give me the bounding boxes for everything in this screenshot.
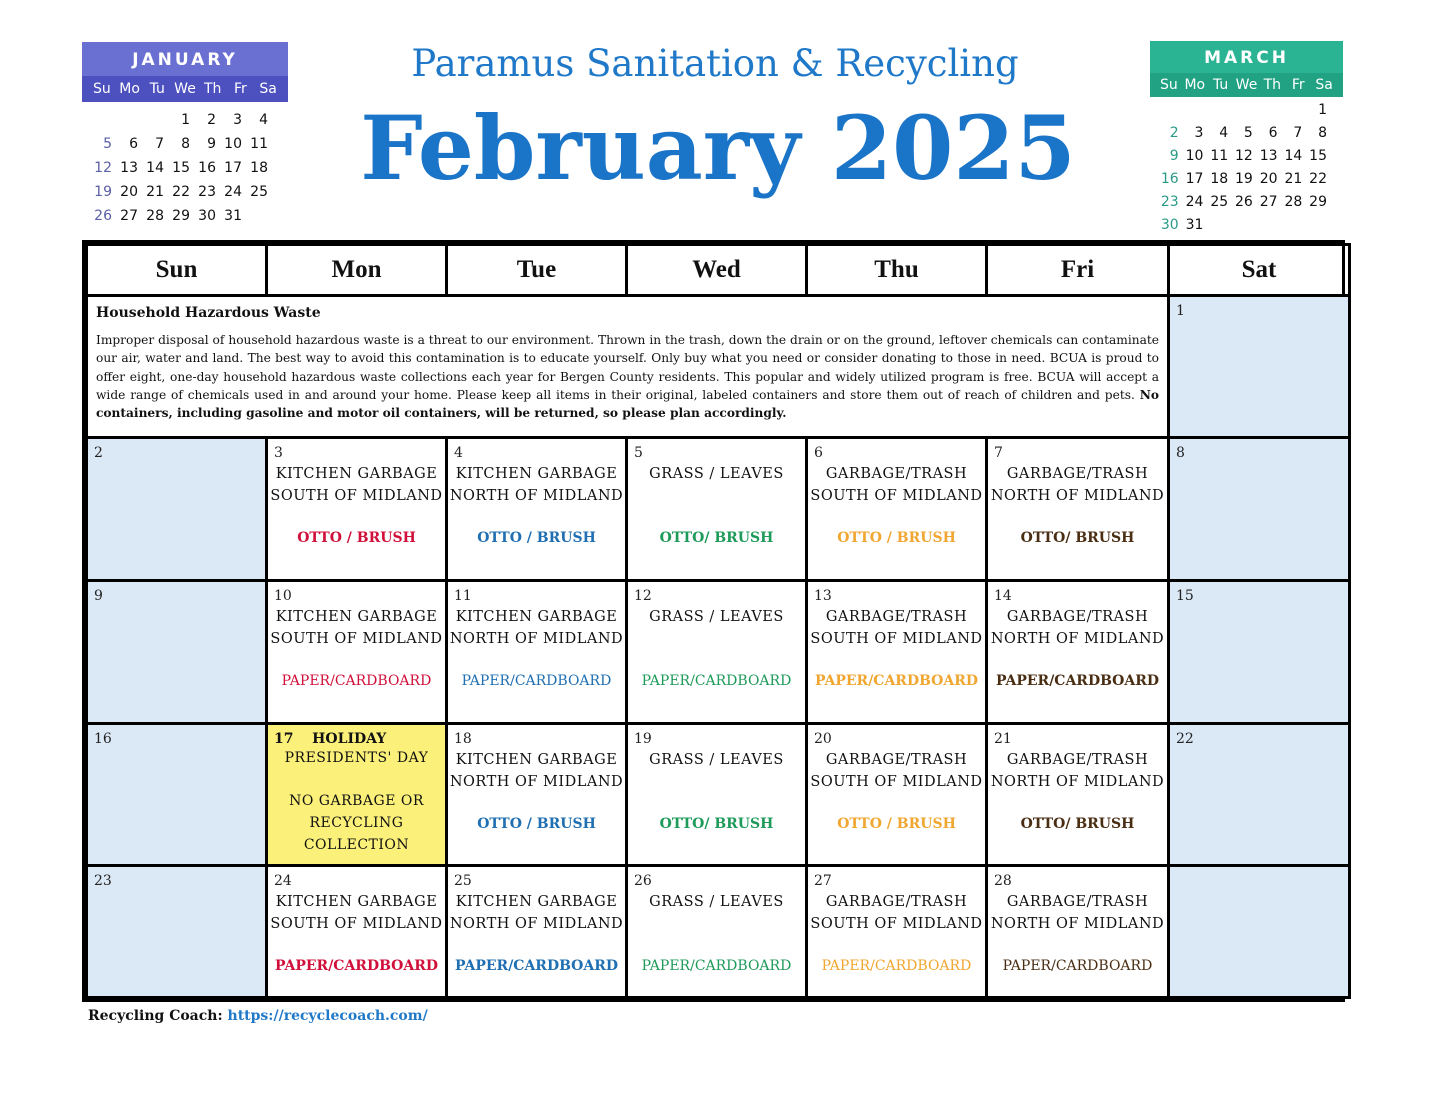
notice-text: Improper disposal of household hazardous waste is a threat to our environment. Thrown in the trash, down the drain or on the ground, leftover chemicals can contaminate our air, water and land. The best way to avoid this contamination is to educate yourself. Only buy what you need or consider donating to those in need. BCUA is proud to offer eight, one-day household hazardous waste collections each year for Bergen County residents. This popular and widely utilized program is free. BCUA will accept a wide range of chemicals used in and around your home. Please keep all items in their original, labeled containers and store them out of reach of children and pets. (96, 333, 1159, 402)
weekday-header-thu: Thu (807, 245, 987, 296)
day-number: 12 (634, 587, 652, 604)
day-cell-15[interactable] (1169, 580, 1350, 723)
mini-calendar-day: 18 (250, 160, 268, 176)
mini-calendar-day: 15 (172, 160, 190, 176)
day-cell-16[interactable] (87, 723, 267, 866)
pickup-type: KITCHEN GARBAGE (455, 466, 618, 483)
mini-calendar-day: 9 (207, 136, 216, 152)
mini-calendar-day: 17 (224, 160, 242, 176)
notice-warning: No containers, including gasoline and motor oil containers, will be returned, so please plan accordingly. (96, 387, 1159, 421)
weekday-label: Th (203, 81, 222, 97)
day-cell-1[interactable] (1169, 296, 1350, 438)
pickup-area: NORTH OF MIDLAND (449, 916, 624, 933)
mini-calendar-day: 5 (103, 136, 112, 152)
weekday-header-fri: Fri (987, 245, 1169, 296)
pickup-area: SOUTH OF MIDLAND (270, 630, 443, 647)
day-cell-22[interactable] (1169, 723, 1350, 866)
mini-calendar-day: 31 (1185, 217, 1204, 233)
weekday-header-mon: Mon (267, 245, 447, 296)
weekday-label: Sa (1315, 77, 1333, 93)
weekday-header-tue: Tue (447, 245, 627, 296)
pickup-area (628, 771, 805, 793)
day-cell-23[interactable] (87, 866, 267, 998)
day-cell-4[interactable] (447, 438, 627, 581)
hazardous-waste-notice (87, 296, 1169, 438)
day-cell-21[interactable] (987, 723, 1169, 866)
day-cell-3[interactable] (267, 438, 447, 581)
weekday-label: Tu (149, 81, 165, 97)
day-cell-13[interactable] (807, 580, 987, 723)
day-cell-9[interactable] (87, 580, 267, 723)
recycling-service: PAPER/CARDBOARD (454, 958, 619, 975)
day-cell-12[interactable] (627, 580, 807, 723)
recycling-service: OTTO/ BRUSH (659, 530, 774, 547)
mini-calendar-day: 1 (1318, 102, 1327, 118)
mini-calendar-day: 3 (1194, 125, 1204, 141)
mini-calendar-day: 11 (1210, 148, 1229, 164)
day-cell-10[interactable] (267, 580, 447, 723)
recycling-service: PAPER/CARDBOARD (281, 672, 432, 689)
recycling-service: PAPER/CARDBOARD (641, 672, 792, 689)
mini-calendar-day: 7 (155, 136, 164, 152)
pickup-area: NORTH OF MIDLAND (449, 630, 624, 647)
day-number: 26 (634, 873, 652, 890)
mini-calendar-day: 18 (1210, 171, 1229, 187)
mini-calendar-day: 14 (1284, 148, 1303, 164)
mini-calendar-day: 20 (1259, 171, 1278, 187)
recycling-service: OTTO / BRUSH (477, 530, 596, 547)
day-cell-2[interactable] (87, 438, 267, 581)
pickup-area: SOUTH OF MIDLAND (270, 488, 443, 505)
day-number: 25 (454, 873, 472, 890)
mini-calendar-day (244, 204, 270, 228)
mini-calendar-day: 6 (1268, 125, 1278, 141)
mini-calendar-day: 22 (1309, 171, 1327, 187)
mini-calendar-day: 10 (1185, 148, 1204, 164)
mini-calendar-day: 16 (198, 160, 216, 176)
mini-calendar-day: 19 (1235, 171, 1253, 187)
mini-calendar-day (1205, 214, 1230, 237)
footer-label: Recycling Coach: (88, 1008, 223, 1024)
day-number: 28 (994, 873, 1012, 890)
day-cell-7[interactable] (987, 438, 1169, 581)
mini-calendar-day: 27 (1259, 194, 1278, 210)
organization-title: Paramus Sanitation & Recycling (411, 42, 1019, 85)
pickup-area: SOUTH OF MIDLAND (810, 488, 983, 505)
day-number: 9 (94, 587, 103, 604)
pickup-type: KITCHEN GARBAGE (275, 608, 438, 625)
mini-calendar-day (1230, 214, 1255, 237)
weekday-label: Sa (259, 81, 277, 97)
recycling-service: OTTO / BRUSH (837, 530, 956, 547)
day-number: 23 (94, 873, 112, 890)
pickup-type: GARBAGE/TRASH (1006, 894, 1149, 911)
mini-calendar-day: 28 (1284, 194, 1303, 210)
holiday-header (268, 725, 445, 747)
mini-calendar-day: 13 (120, 160, 138, 176)
week-row (87, 580, 1350, 723)
weekday-label: Tu (1212, 77, 1229, 93)
day-number: 18 (454, 730, 472, 747)
day-number: 10 (274, 587, 292, 604)
pickup-area (628, 485, 805, 507)
recycling-service: OTTO / BRUSH (297, 530, 416, 547)
mini-calendar-day: 10 (224, 136, 242, 152)
mini-calendar-day: 6 (129, 136, 138, 152)
day-number: 7 (994, 445, 1003, 462)
mini-calendar-day: 29 (1309, 194, 1327, 210)
pickup-area: SOUTH OF MIDLAND (810, 773, 983, 790)
pickup-type: GARBAGE/TRASH (825, 894, 968, 911)
mini-calendar-day: 31 (224, 208, 242, 224)
day-number: 11 (454, 587, 472, 604)
weekday-label: Mo (1184, 77, 1206, 93)
mini-calendar-day: 19 (94, 184, 112, 200)
mini-calendar-day: 21 (146, 184, 164, 200)
recycling-service: OTTO/ BRUSH (659, 815, 774, 832)
weekday-header-sun: Sun (87, 245, 267, 296)
day-cell-25[interactable] (447, 866, 627, 998)
day-cell-5[interactable] (627, 438, 807, 581)
mini-calendar-day: 23 (198, 184, 216, 200)
mini-calendar-day: 11 (250, 136, 268, 152)
day-number: 16 (94, 730, 112, 747)
notice-body (96, 331, 1159, 422)
mini-calendar-day: 25 (250, 184, 268, 200)
mini-calendar-day: 25 (1210, 194, 1229, 210)
holiday-name: PRESIDENTS' DAY (284, 749, 429, 766)
weekday-label: Mo (119, 81, 140, 97)
mini-calendar-day: 2 (207, 112, 216, 128)
pickup-type: GRASS / LEAVES (649, 751, 784, 768)
day-number: 22 (1176, 730, 1194, 747)
mini-calendar-day: 23 (1160, 194, 1179, 210)
recycling-service: PAPER/CARDBOARD (461, 672, 612, 689)
pickup-area (628, 913, 805, 935)
mini-calendar-month-name: MARCH (1150, 41, 1343, 73)
mini-calendar-day: 28 (146, 208, 164, 224)
month-title: February 2025 (360, 96, 1076, 200)
day-number: 2 (94, 445, 103, 462)
mini-calendar-day: 14 (146, 160, 164, 176)
holiday-note: COLLECTION (303, 836, 410, 853)
weekday-label: Fr (234, 81, 247, 97)
pickup-type: GARBAGE/TRASH (825, 608, 968, 625)
day-number: 19 (634, 730, 652, 747)
weekday-header-wed: Wed (627, 245, 807, 296)
week-row (87, 723, 1350, 866)
pickup-area: NORTH OF MIDLAND (449, 773, 624, 790)
mini-calendar-day: 8 (1318, 125, 1327, 141)
week-row (87, 296, 1350, 438)
day-number: 24 (274, 873, 292, 890)
day-cell-17-holiday[interactable] (267, 723, 447, 866)
mini-calendar-day: 5 (1243, 125, 1253, 141)
recycling-service: OTTO/ BRUSH (1020, 530, 1135, 547)
pickup-area: NORTH OF MIDLAND (449, 488, 624, 505)
pickup-type: GARBAGE/TRASH (1006, 751, 1149, 768)
day-cell-24[interactable] (267, 866, 447, 998)
recycling-service: OTTO/ BRUSH (1020, 815, 1135, 832)
pickup-type: GRASS / LEAVES (649, 608, 784, 625)
pickup-area: NORTH OF MIDLAND (990, 773, 1165, 790)
mini-calendar-day: 1 (181, 112, 190, 128)
mini-calendar-day (1280, 214, 1305, 237)
mini-calendar-day: 17 (1185, 171, 1204, 187)
mini-calendar-day: 15 (1309, 148, 1327, 164)
day-number: 13 (814, 587, 832, 604)
recycling-service: PAPER/CARDBOARD (814, 672, 979, 689)
week-row (87, 866, 1350, 998)
holiday-note: NO GARBAGE OR (289, 792, 424, 809)
mini-calendar-day: 29 (172, 208, 190, 224)
day-cell-8[interactable] (1169, 438, 1350, 581)
pickup-type: GARBAGE/TRASH (825, 751, 968, 768)
pickup-area: SOUTH OF MIDLAND (810, 916, 983, 933)
pickup-type: KITCHEN GARBAGE (455, 894, 618, 911)
day-number: 1 (1176, 303, 1185, 320)
pickup-area: NORTH OF MIDLAND (990, 916, 1165, 933)
day-number: 15 (1176, 587, 1194, 604)
pickup-type: KITCHEN GARBAGE (455, 751, 618, 768)
mini-calendar-day: 20 (120, 184, 138, 200)
recycling-service: PAPER/CARDBOARD (995, 672, 1160, 689)
weekday-label: Su (92, 81, 111, 97)
weekday-label: We (1235, 77, 1258, 93)
day-number: 27 (814, 873, 832, 890)
day-number: 6 (814, 445, 823, 462)
day-cell-28[interactable] (987, 866, 1169, 998)
day-number: 5 (634, 445, 643, 462)
pickup-type: GRASS / LEAVES (649, 894, 784, 911)
mini-calendar-day: 22 (172, 184, 190, 200)
day-number: 20 (814, 730, 832, 747)
weekday-label: We (174, 81, 196, 97)
recycling-service: PAPER/CARDBOARD (274, 958, 439, 975)
day-cell-empty (1169, 866, 1350, 998)
day-cell-11[interactable] (447, 580, 627, 723)
weekday-label: Fr (1291, 77, 1305, 93)
mini-calendar-day: 13 (1259, 148, 1278, 164)
mini-calendar-month-name: JANUARY (82, 42, 288, 76)
recycling-service: PAPER/CARDBOARD (1002, 958, 1153, 975)
mini-calendar-day: 26 (1235, 194, 1253, 210)
pickup-type: GARBAGE/TRASH (825, 466, 968, 483)
pickup-type: KITCHEN GARBAGE (455, 608, 618, 625)
holiday-note: RECYCLING (309, 814, 404, 831)
mini-calendar-day: 27 (120, 208, 138, 224)
pickup-type: KITCHEN GARBAGE (275, 466, 438, 483)
pickup-area: SOUTH OF MIDLAND (270, 916, 443, 933)
mini-calendar-day: 21 (1284, 171, 1303, 187)
footer (88, 1008, 428, 1024)
mini-calendar-day: 24 (224, 184, 242, 200)
pickup-area (628, 628, 805, 650)
day-number: 14 (994, 587, 1012, 604)
holiday-label: HOLIDAY (312, 730, 387, 747)
pickup-area: SOUTH OF MIDLAND (810, 630, 983, 647)
mini-calendar-day: 12 (94, 160, 112, 176)
day-number: 17 (274, 730, 294, 747)
weekday-header-sat: Sat (1169, 245, 1350, 296)
day-cell-27[interactable] (807, 866, 987, 998)
day-number: 8 (1176, 445, 1185, 462)
pickup-type: GARBAGE/TRASH (1006, 608, 1149, 625)
recycling-service: OTTO / BRUSH (477, 815, 596, 832)
mini-calendar-day: 30 (198, 208, 216, 224)
pickup-area: NORTH OF MIDLAND (990, 630, 1165, 647)
pickup-type: GRASS / LEAVES (649, 466, 784, 483)
weekday-label: Th (1263, 77, 1282, 93)
mini-calendar-day (1304, 214, 1329, 237)
recycling-service: PAPER/CARDBOARD (821, 958, 972, 975)
mini-calendar-day: 4 (1219, 125, 1229, 141)
weekday-header-row (87, 245, 1350, 296)
day-cell-20[interactable] (807, 723, 987, 866)
recycle-coach-link[interactable]: https://recyclecoach.com/ (227, 1008, 428, 1024)
recycling-service: OTTO / BRUSH (837, 815, 956, 832)
mini-calendar-day: 26 (94, 208, 112, 224)
weekday-label: Su (1160, 77, 1178, 93)
day-cell-14[interactable] (987, 580, 1169, 723)
day-cell-6[interactable] (807, 438, 987, 581)
mini-calendar-day: 24 (1185, 194, 1204, 210)
day-cell-26[interactable] (627, 866, 807, 998)
week-row (87, 438, 1350, 581)
month-calendar (82, 240, 1345, 1002)
mini-calendar-day: 2 (1169, 125, 1179, 141)
mini-calendar-day: 7 (1293, 125, 1303, 141)
mini-calendar-day: 8 (181, 136, 190, 152)
recycling-service: PAPER/CARDBOARD (641, 958, 792, 975)
day-number: 3 (274, 445, 283, 462)
mini-calendar-day: 3 (233, 112, 242, 128)
pickup-type: KITCHEN GARBAGE (275, 894, 438, 911)
mini-calendar-day: 12 (1235, 148, 1253, 164)
pickup-type: GARBAGE/TRASH (1006, 466, 1149, 483)
mini-calendar-day (1255, 214, 1280, 237)
mini-calendar-day: 9 (1169, 148, 1179, 164)
day-number: 21 (994, 730, 1012, 747)
day-cell-18[interactable] (447, 723, 627, 866)
mini-calendar-day: 30 (1160, 217, 1179, 233)
pickup-area: NORTH OF MIDLAND (990, 488, 1165, 505)
mini-calendar-day: 16 (1160, 171, 1179, 187)
notice-title: Household Hazardous Waste (96, 305, 321, 322)
day-cell-19[interactable] (627, 723, 807, 866)
day-number: 4 (454, 445, 463, 462)
mini-calendar-day: 4 (259, 112, 268, 128)
